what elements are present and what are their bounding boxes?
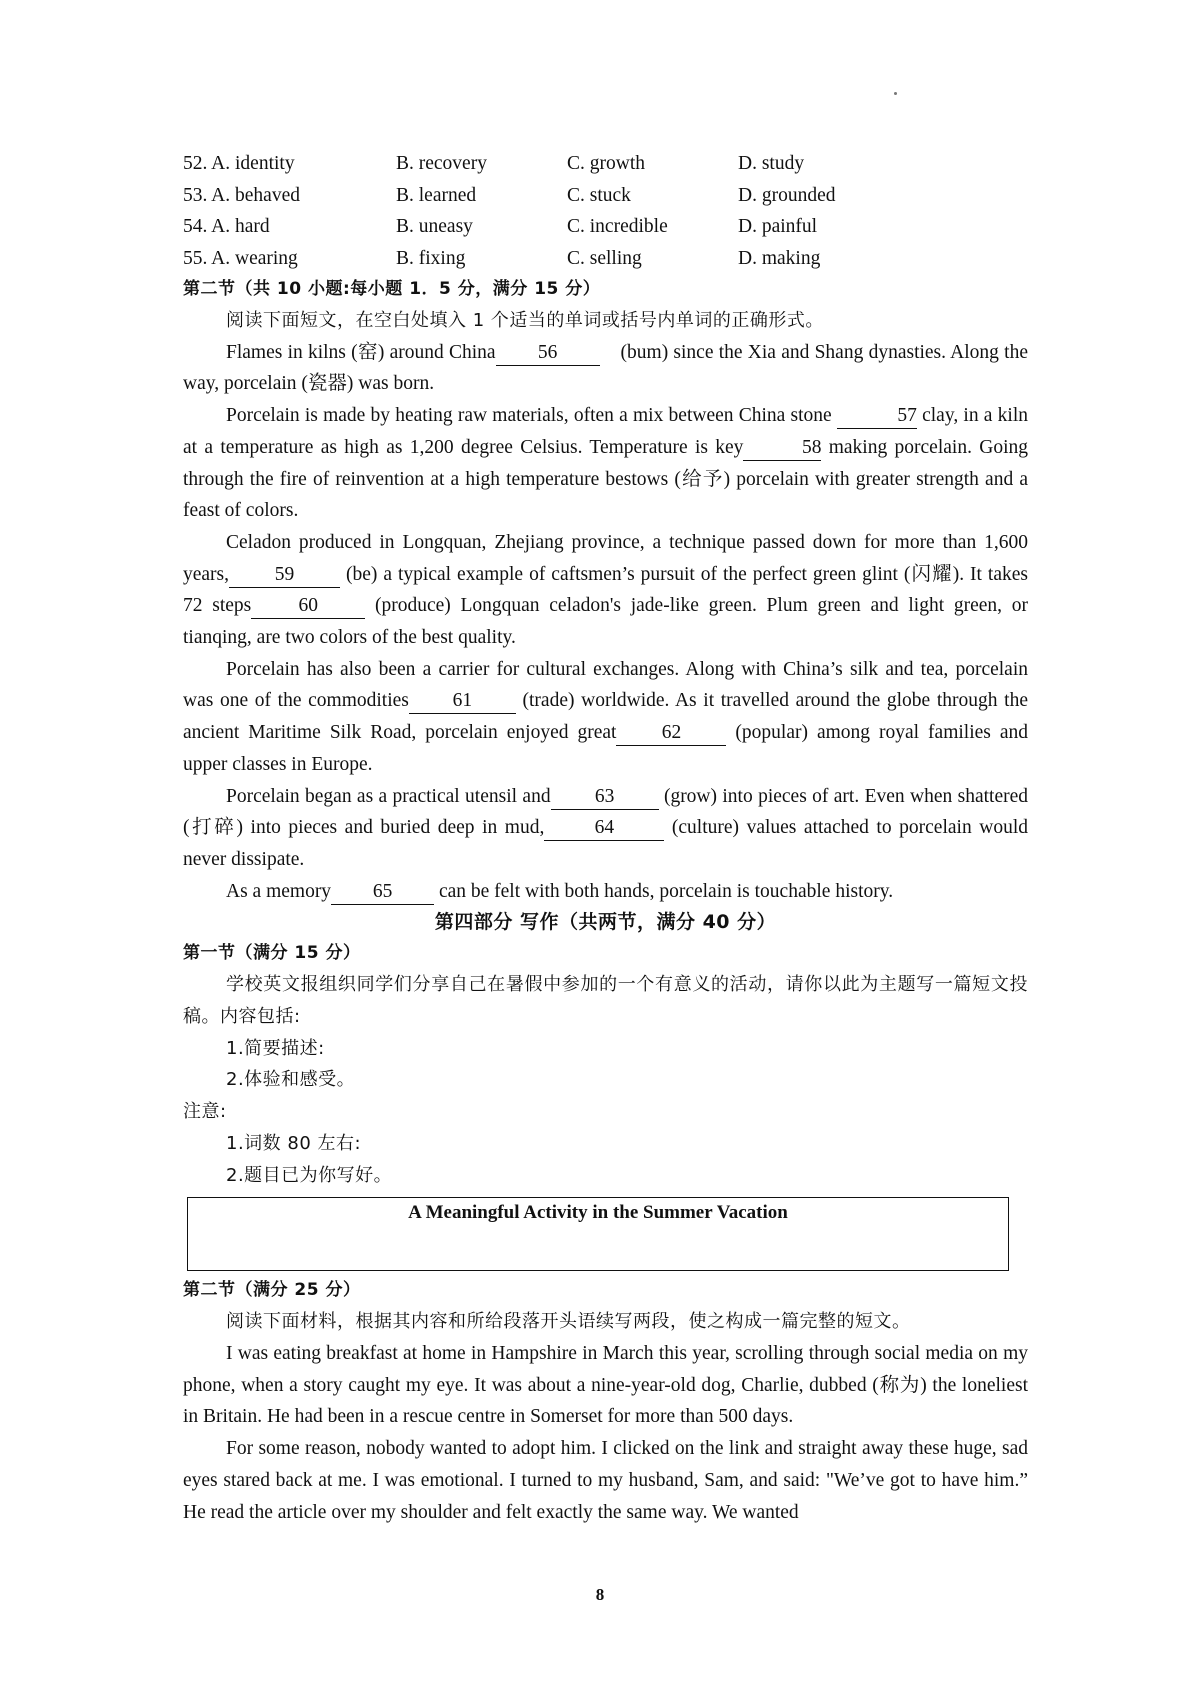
- choice-row: [183, 148, 1028, 180]
- choice-row: [183, 180, 1028, 212]
- choice-a: 54. A. hard: [183, 216, 270, 237]
- passage-paragraph: As a memory 65 can be felt with both hands, porcelain is touchable history.: [183, 876, 1028, 908]
- choice-d: D. painful: [738, 216, 818, 237]
- section-instruction: 学校英文报组织同学们分享自己在暑假中参加的一个有意义的活动，请你以此为主题写一篇短文投稿。内容包括:: [183, 974, 1028, 1028]
- answer-blank[interactable]: 59: [229, 563, 340, 588]
- essay-title-box[interactable]: [187, 1197, 1009, 1271]
- section-instruction: 阅读下面短文，在空白处填入 1 个适当的单词或括号内单词的正确形式。: [226, 310, 824, 331]
- choice-row: [183, 243, 1028, 275]
- page-number: 8: [595, 1585, 605, 1604]
- section-heading: 第二节（满分 25 分）: [183, 1280, 361, 1301]
- answer-blank[interactable]: 58: [743, 436, 821, 461]
- answer-blank[interactable]: 56: [496, 341, 600, 366]
- choice-d: D. grounded: [738, 184, 836, 206]
- choice-b: B. fixing: [396, 247, 466, 269]
- choice-c: C. stuck: [567, 184, 631, 206]
- passage-paragraph: Porcelain began as a practical utensil and 63 (grow) into pieces of art. Even when shattered (打碎) into pieces and buried deep in mud, 64 (culture) values attached to porcelain would never dissipate.: [183, 785, 1028, 870]
- part-heading: 第四部分 写作（共两节，满分 40 分）: [434, 911, 777, 934]
- choice-b: B. uneasy: [396, 216, 473, 237]
- passage-paragraph: For some reason, nobody wanted to adopt him. I clicked on the link and straight away these huge, sad eyes stared back at me. I was emotional. I turned to my husband, Sam, and said: "We’ve got to have him.” He read the article over my shoulder and felt exactly the same way. We wanted: [183, 1438, 1028, 1523]
- section-heading: 第二节（共 10 小题:每小题 1．5 分，满分 15 分）: [183, 279, 601, 299]
- choice-c: C. incredible: [567, 216, 668, 237]
- passage-paragraph: Celadon produced in Longquan, Zhejiang province, a technique passed down for more than 1,600 years, 59 (be) a typical example of caftsmen’s pursuit of the perfect green glint (闪耀). It takes 72 steps 60 (produce) Longquan celadon's jade-like green. Plum green and light green, or tianqing, are two colors of the best quality.: [183, 531, 1028, 649]
- list-item: 1.简要描述:: [226, 1037, 325, 1059]
- scan-dot: [894, 92, 897, 95]
- essay-title: A Meaningful Activity in the Summer Vacation: [408, 1202, 788, 1224]
- choice-d: D. making: [738, 247, 821, 269]
- passage-paragraph: Porcelain is made by heating raw materials, often a mix between China stone 57 clay, in a kiln at a temperature as high as 1,200 degree Celsius. Temperature is key 58 making porcelain. Going through the fire of reinvention at a high temperature bestows (给予) porcelain with greater strength and a feast of colors.: [183, 405, 1028, 522]
- list-item: 1.词数 80 左右:: [226, 1132, 362, 1154]
- list-item: 2.题目已为你写好。: [226, 1164, 393, 1186]
- answer-blank[interactable]: 61: [409, 689, 516, 714]
- choice-a: 53. A. behaved: [183, 184, 300, 206]
- choice-b: B. learned: [396, 184, 477, 206]
- choice-a: 55. A. wearing: [183, 247, 298, 269]
- list-item: 2.体验和感受。: [226, 1069, 356, 1091]
- choice-c: C. growth: [567, 153, 645, 174]
- passage-paragraph: Porcelain has also been a carrier for cultural exchanges. Along with China’s silk and tea, porcelain was one of the commodities 61 (trade) worldwide. As it travelled around the globe through the ancient Maritime Silk Road, porcelain enjoyed great 62 (popular) among royal families and upper classes in Europe.: [183, 658, 1029, 775]
- answer-blank[interactable]: 63: [551, 785, 659, 810]
- section-instruction: 阅读下面材料，根据其内容和所给段落开头语续写两段，使之构成一篇完整的短文。: [226, 1311, 911, 1333]
- answer-blank[interactable]: 64: [544, 816, 664, 841]
- answer-blank[interactable]: 65: [331, 880, 434, 905]
- choice-list: [183, 148, 1028, 274]
- choice-c: C. selling: [567, 247, 642, 269]
- answer-blank[interactable]: 60: [251, 594, 365, 619]
- choice-a: 52. A. identity: [183, 153, 295, 174]
- passage-paragraph: Flames in kilns (窑) around China 56 (bum) since the Xia and Shang dynasties. Along the way, porcelain (瓷器) was born.: [183, 341, 1028, 395]
- exam-page: [183, 148, 1028, 1528]
- answer-blank[interactable]: 62: [616, 721, 726, 746]
- note-label: 注意:: [183, 1101, 227, 1123]
- choice-d: D. study: [738, 153, 805, 174]
- answer-blank[interactable]: 57: [837, 404, 917, 429]
- passage-paragraph: I was eating breakfast at home in Hampshire in March this year, scrolling through social media on my phone, when a story caught my eye. It was about a nine-year-old dog, Charlie, dubbed (称为) the loneliest in Britain. He had been in a rescue centre in Somerset for more than 500 days.: [183, 1342, 1028, 1428]
- section-heading: 第一节（满分 15 分）: [183, 943, 361, 964]
- choice-b: B. recovery: [396, 153, 487, 174]
- choice-row: [183, 211, 1028, 243]
